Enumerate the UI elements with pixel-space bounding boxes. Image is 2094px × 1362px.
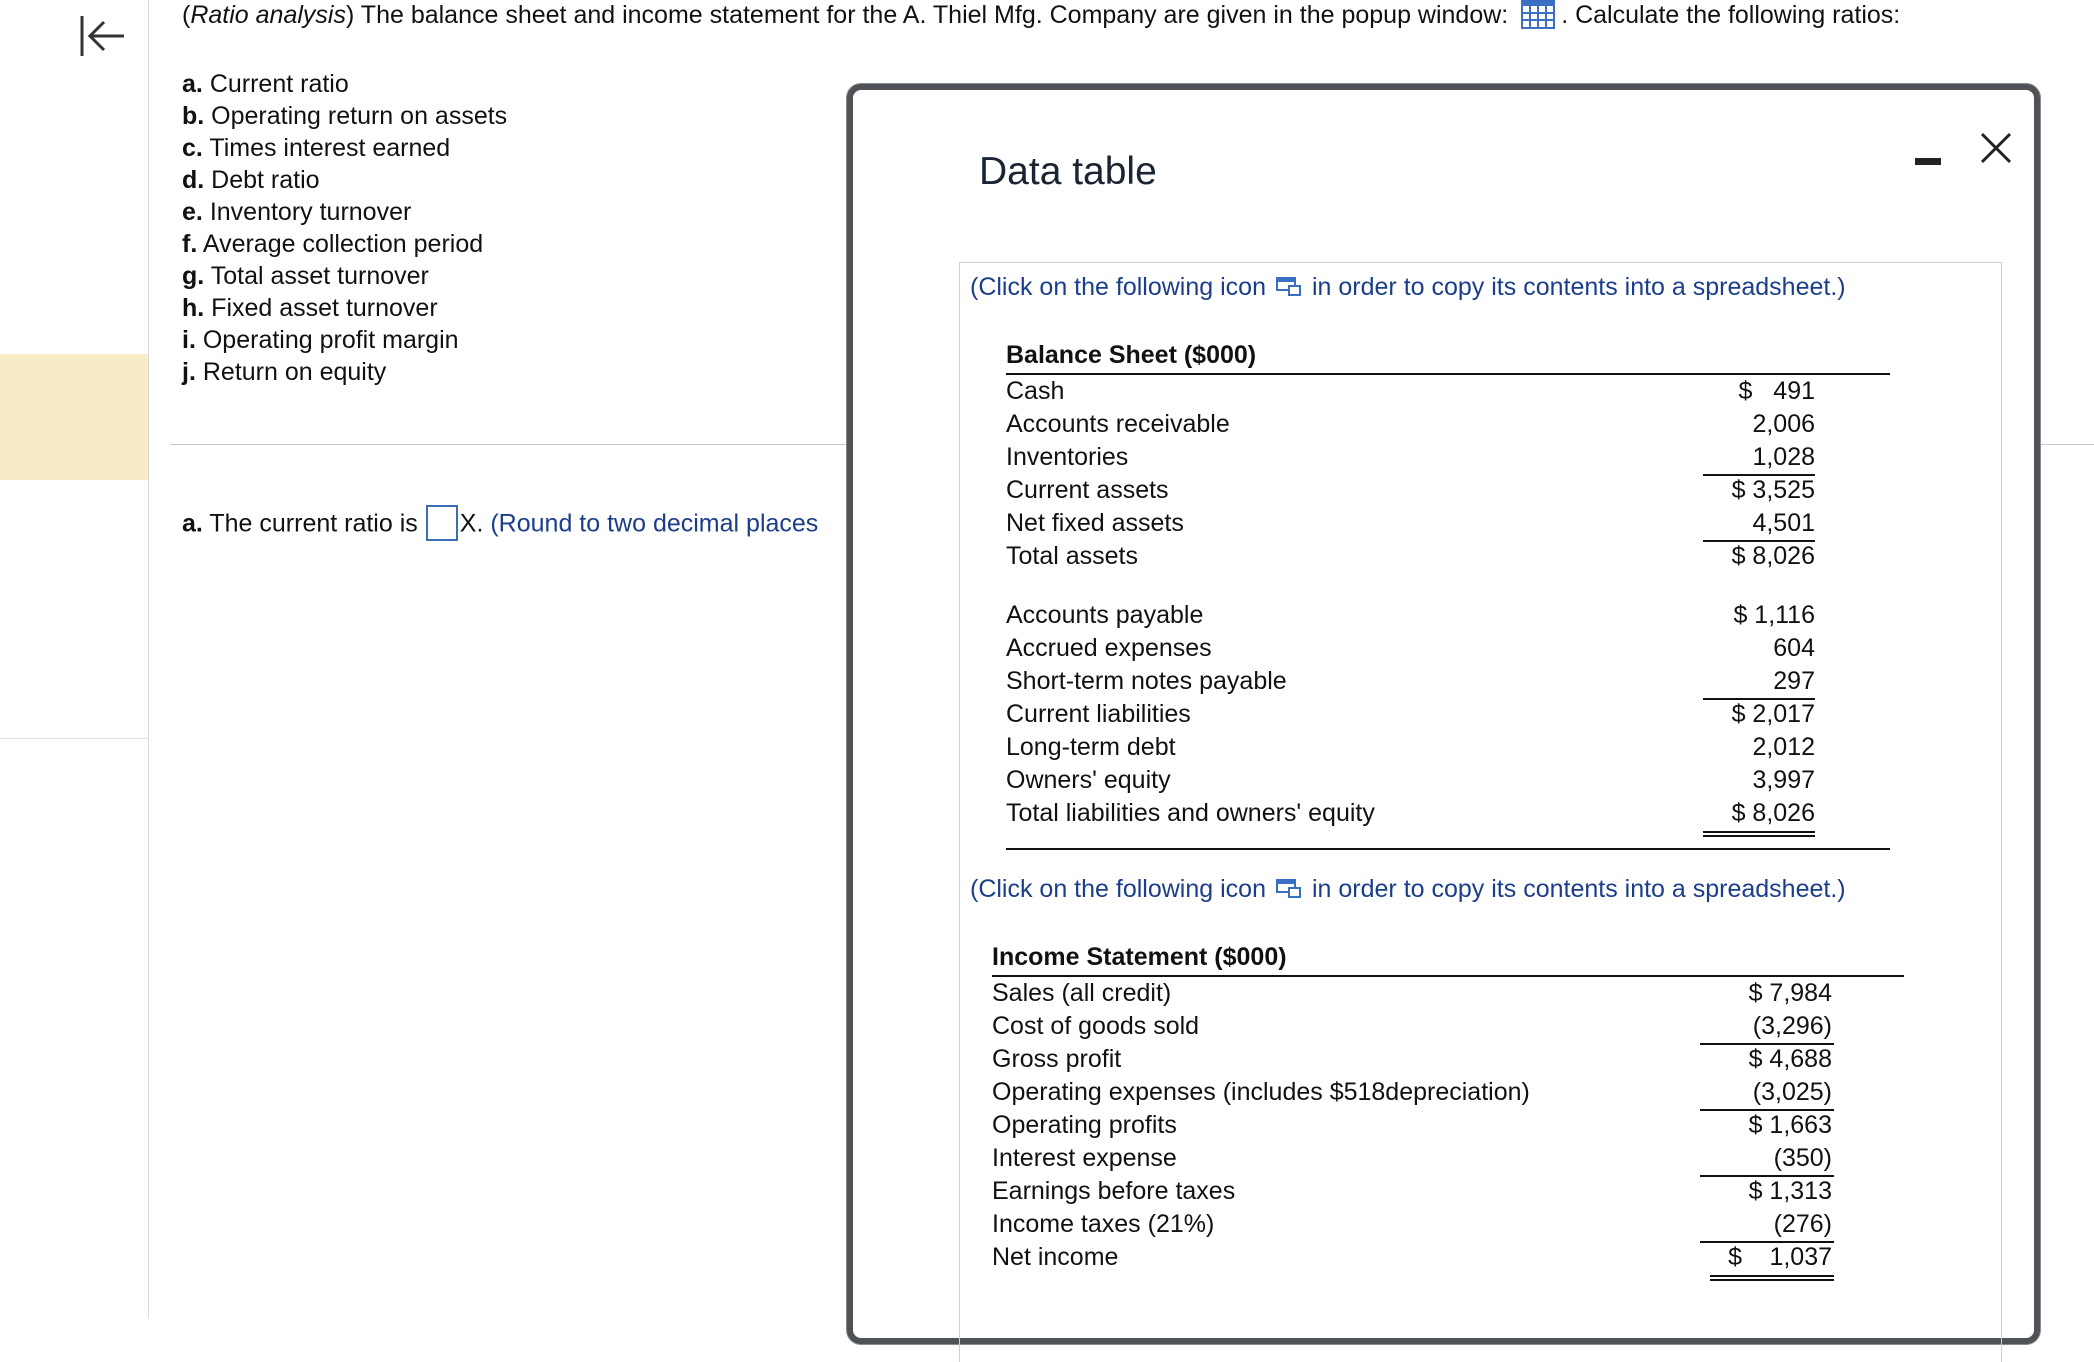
row-label: Long-term debt [1006, 733, 1176, 761]
copy-text-after: in order to copy its contents into a spreadsheet.) [1311, 273, 1846, 301]
copy-icon [1276, 275, 1302, 297]
grid-icon [1521, 0, 1555, 29]
table-row [1006, 599, 1890, 632]
row-label: Short-term notes payable [1006, 667, 1287, 695]
table-row [1006, 665, 1890, 698]
ratio-label: Operating return on assets [211, 102, 508, 130]
row-value: $ 3,525 [1731, 476, 1815, 504]
row-value: $ 8,026 [1731, 799, 1815, 827]
collapse-panel-button[interactable] [78, 12, 128, 62]
left-rail-divider [0, 738, 148, 739]
row-label: Total assets [1006, 542, 1139, 570]
row-value: $ 7,984 [1748, 979, 1832, 1007]
row-value: (350) [1773, 1144, 1832, 1172]
question-text: (Ratio analysis) The balance sheet and income statement for the A. Thiel Mfg. Company are given in the popup window: . Calculate the following ratios: [182, 1, 1901, 29]
ratio-label: Current ratio [209, 70, 349, 98]
ratio-label: Times interest earned [209, 134, 451, 162]
copy-balance-sheet-button[interactable] [1276, 275, 1302, 297]
ratio-label: Average collection period [202, 230, 484, 258]
row-value: (276) [1773, 1210, 1832, 1238]
row-value: $ 1,116 [1733, 601, 1815, 629]
table-row [1006, 540, 1890, 573]
current-ratio-input[interactable] [426, 505, 458, 541]
copy-text-after: in order to copy its contents into a spreadsheet.) [1311, 875, 1846, 903]
row-value: (3,025) [1752, 1078, 1832, 1106]
ratio-item [182, 292, 507, 324]
row-label: Earnings before taxes [992, 1177, 1236, 1205]
table-row [1006, 474, 1890, 507]
table-row [992, 1076, 1904, 1109]
ratio-item [182, 260, 507, 292]
ratio-label: Inventory turnover [209, 198, 412, 226]
answer-row [182, 507, 818, 543]
table-row [992, 1241, 1904, 1274]
ratio-label: Total asset turnover [210, 262, 429, 290]
row-label: Cash [1006, 377, 1065, 405]
data-table-content [959, 262, 2002, 1362]
row-label: Net income [992, 1243, 1119, 1271]
ratio-letter: g. [182, 262, 205, 290]
row-value: 1,028 [1752, 443, 1815, 471]
row-label: Inventories [1006, 443, 1129, 471]
copy-text-before: (Click on the following icon [970, 875, 1266, 903]
table-row [992, 1109, 1904, 1142]
copy-text-before: (Click on the following icon [970, 273, 1266, 301]
copy-income-statement-button[interactable] [1276, 877, 1302, 899]
table-row [992, 977, 1904, 1010]
income-statement-table [992, 939, 1904, 1274]
ratio-item [182, 228, 507, 260]
ratio-label: Fixed asset turnover [211, 294, 438, 322]
table-row [1006, 731, 1890, 764]
data-table-popup-icon[interactable] [1521, 0, 1555, 29]
table-row [1006, 797, 1890, 830]
ratio-list [182, 68, 507, 388]
ratio-letter: f. [182, 230, 198, 258]
row-value: 2,012 [1752, 733, 1815, 761]
row-label: Operating expenses (includes $518depreciation) [992, 1078, 1530, 1106]
row-label: Gross profit [992, 1045, 1122, 1073]
table-row [1006, 441, 1890, 474]
table-row [992, 1175, 1904, 1208]
ratio-item [182, 68, 507, 100]
table-row [992, 1208, 1904, 1241]
row-value: 1,037 [1769, 1243, 1832, 1271]
rounding-hint: (Round to two decimal places [490, 509, 819, 538]
ratio-letter: a. [182, 70, 203, 98]
ratio-letter: b. [182, 102, 205, 130]
balance-sheet-table [1006, 337, 1890, 830]
ratio-item [182, 100, 507, 132]
answer-suffix: X. [459, 509, 484, 538]
row-value: $ 1,313 [1748, 1177, 1832, 1205]
copy-icon [1276, 877, 1302, 899]
modal-title: Data table [979, 150, 1157, 193]
ratio-letter: i. [182, 326, 196, 354]
question-body: The balance sheet and income statement for the A. Thiel Mfg. Company are given in the popup window: [360, 1, 1509, 29]
row-value: $ 8,026 [1731, 542, 1815, 570]
table-row [1006, 408, 1890, 441]
ratio-item [182, 356, 507, 388]
ratio-item [182, 164, 507, 196]
row-label: Owners' equity [1006, 766, 1171, 794]
answer-letter: a. [182, 509, 203, 538]
ratio-letter: c. [182, 134, 203, 162]
row-label: Operating profits [992, 1111, 1177, 1139]
balance-sheet-title: Balance Sheet ($000) [1006, 341, 1257, 369]
table-row [1006, 375, 1890, 408]
row-label: Accrued expenses [1006, 634, 1212, 662]
row-label: Cost of goods sold [992, 1012, 1200, 1040]
row-label: Interest expense [992, 1144, 1177, 1172]
table-row [992, 1142, 1904, 1175]
row-label: Current liabilities [1006, 700, 1191, 728]
total-double-rule [1703, 831, 1815, 837]
row-label: Sales (all credit) [992, 979, 1172, 1007]
row-label: Income taxes (21%) [992, 1210, 1215, 1238]
row-value: $ 2,017 [1731, 700, 1815, 728]
ratio-label: Operating profit margin [202, 326, 459, 354]
row-value: (3,296) [1752, 1012, 1832, 1040]
minimize-button[interactable] [1913, 145, 1943, 175]
table-row [992, 1043, 1904, 1076]
row-value: 2,006 [1752, 410, 1815, 438]
copy-instruction-balance [970, 273, 1846, 302]
row-label: Net fixed assets [1006, 509, 1184, 537]
ratio-letter: d. [182, 166, 205, 194]
income-statement-title: Income Statement ($000) [992, 943, 1287, 971]
left-rail [0, 0, 149, 1318]
data-table-modal [847, 84, 2040, 1344]
ratio-letter: j. [182, 358, 196, 386]
ratio-letter: e. [182, 198, 203, 226]
left-rail-highlight [0, 354, 148, 480]
row-label: Total liabilities and owners' equity [1006, 799, 1375, 827]
row-value: $ 4,688 [1748, 1045, 1832, 1073]
close-button[interactable] [1976, 128, 2016, 168]
row-value: 297 [1773, 667, 1815, 695]
table-row [992, 1010, 1904, 1043]
table-row [1006, 698, 1890, 731]
ratio-letter: h. [182, 294, 205, 322]
ratio-item [182, 132, 507, 164]
ratio-label: Return on equity [202, 358, 387, 386]
table-row [1006, 632, 1890, 665]
row-label: Accounts receivable [1006, 410, 1230, 438]
row-value: $ 491 [1738, 377, 1815, 405]
ratio-item [182, 324, 507, 356]
collapse-left-icon [78, 12, 128, 62]
question-tail: . Calculate the following ratios: [1561, 1, 1901, 29]
balance-sheet-bottom-rule [1006, 848, 1890, 850]
currency-symbol: $ [1728, 1243, 1742, 1271]
row-label: Accounts payable [1006, 601, 1204, 629]
question-topic: Ratio analysis [190, 1, 346, 29]
row-value: 604 [1773, 634, 1815, 662]
table-row [1006, 507, 1890, 540]
row-value: 3,997 [1752, 766, 1815, 794]
answer-prompt: The current ratio is [209, 509, 418, 538]
row-value: 4,501 [1752, 509, 1815, 537]
ratio-item [182, 196, 507, 228]
table-row [1006, 764, 1890, 797]
ratio-label: Debt ratio [211, 166, 320, 194]
row-value: $ 1,663 [1748, 1111, 1832, 1139]
close-icon [1976, 128, 2016, 168]
total-double-rule [1710, 1275, 1834, 1281]
copy-instruction-income [970, 875, 1846, 904]
row-label: Current assets [1006, 476, 1169, 504]
